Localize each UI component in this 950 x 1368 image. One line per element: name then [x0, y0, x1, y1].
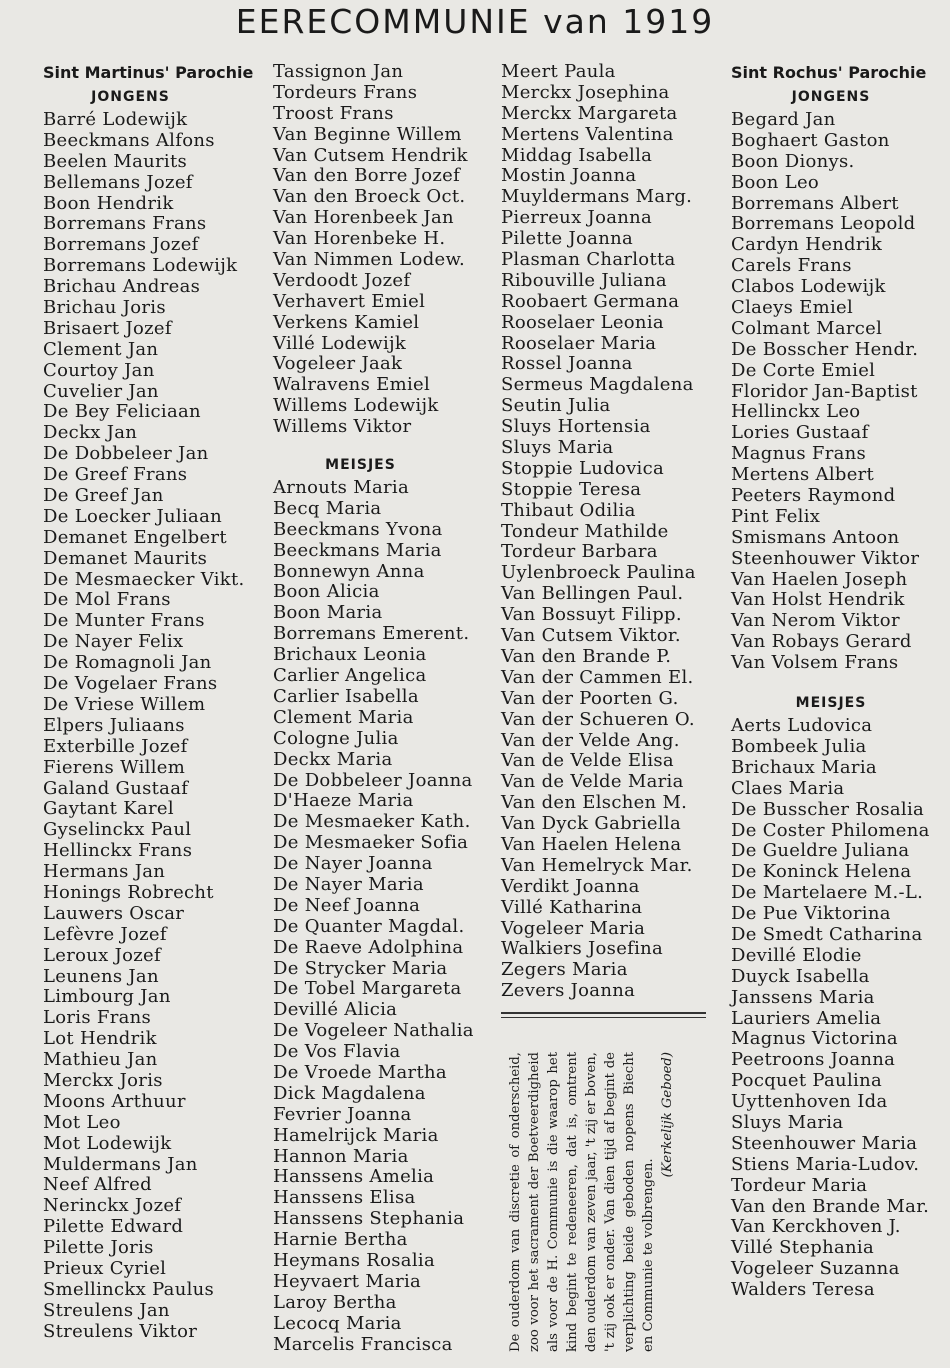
- list-item-girl: De Nayer Maria: [273, 873, 424, 895]
- list-item-boy: De Romagnoli Jan: [43, 652, 212, 674]
- list-item-girl: De Tobel Margareta: [273, 978, 462, 1000]
- parish-heading-rochus: Sint Rochus' Parochie: [731, 63, 927, 82]
- list-item-girl: Brichaux Maria: [731, 756, 877, 778]
- list-item-girl: Van den Elschen M.: [501, 792, 688, 814]
- list-item-boy: Hermans Jan: [43, 861, 166, 883]
- list-item-boy: De Bey Feliciaan: [43, 401, 201, 423]
- list-item-girl: De Busscher Rosalia: [731, 798, 925, 820]
- list-item-boy: De Loecker Juliaan: [43, 505, 222, 527]
- list-item-boy: Peeters Raymond: [731, 485, 896, 507]
- list-item-girl: Van de Velde Elisa: [501, 750, 674, 772]
- list-item-boy: Verdoodt Jozef: [273, 269, 411, 291]
- list-item-girl: Lauriers Amelia: [731, 1007, 882, 1029]
- boys-list-martinus-part2: [273, 62, 495, 438]
- list-item-girl: Rooselaer Leonia: [501, 311, 664, 333]
- list-item-girl: Rossel Joanna: [501, 353, 633, 375]
- list-item-girl: De Martelaere M.-L.: [731, 882, 924, 904]
- list-item-boy: De Corte Emiel: [731, 359, 876, 381]
- list-item-girl: Pierreux Joanna: [501, 207, 653, 229]
- list-item-boy: Boon Leo: [731, 171, 820, 193]
- list-item-boy: Cardyn Hendrik: [731, 234, 883, 256]
- list-item-girl: Roobaert Germana: [501, 290, 680, 312]
- list-item-girl: Van der Poorten G.: [501, 687, 679, 709]
- list-item-boy: Van den Broeck Oct.: [273, 186, 466, 208]
- girls-list-rochus: [731, 716, 946, 1301]
- list-item-girl: De Quanter Magdal.: [273, 915, 465, 937]
- list-item-boy: Demanet Engelbert: [43, 526, 227, 548]
- list-item-boy: Gyselinckx Paul: [43, 819, 192, 841]
- list-item-girl: Tordeur Barbara: [501, 541, 658, 563]
- list-item-girl: Becq Maria: [273, 497, 382, 519]
- list-item-girl: De Smedt Catharina: [731, 923, 923, 945]
- list-item-boy: De Dobbeleer Jan: [43, 443, 209, 465]
- discretion-note-source: (Kerkelijk Geboed): [660, 1052, 675, 1178]
- list-item-boy: Smismans Antoon: [731, 526, 900, 548]
- list-item-girl: Aerts Ludovica: [731, 715, 873, 737]
- girls-list-martinus-part1: [273, 478, 495, 1355]
- list-item-boy: Carels Frans: [731, 255, 852, 277]
- list-item-boy: Steenhouwer Viktor: [731, 547, 920, 569]
- list-item-boy: Gaytant Karel: [43, 798, 174, 820]
- list-item-girl: De Vogeleer Nathalia: [273, 1020, 474, 1042]
- list-item-girl: De Vroede Martha: [273, 1061, 447, 1083]
- girls-list-martinus-part2: [501, 62, 716, 1002]
- list-item-boy: Leunens Jan: [43, 965, 159, 987]
- list-item-boy: Merckx Joris: [43, 1069, 163, 1091]
- column-3: [501, 62, 716, 1018]
- list-item-girl: Thibaut Odilia: [501, 499, 636, 521]
- list-item-girl: Sluys Maria: [501, 437, 614, 459]
- list-item-girl: Arnouts Maria: [273, 477, 409, 499]
- list-item-boy: De Vogelaer Frans: [43, 673, 218, 695]
- list-item-boy: Colmant Marcel: [731, 317, 883, 339]
- list-item-boy: Pilette Edward: [43, 1216, 184, 1238]
- list-item-girl: Deckx Maria: [273, 748, 393, 770]
- boys-list-rochus: [731, 110, 946, 674]
- list-item-boy: Verkens Kamiel: [273, 311, 420, 333]
- list-item-boy: Beeckmans Alfons: [43, 129, 215, 151]
- list-item-boy: Van Horenbeek Jan: [273, 207, 454, 229]
- list-item-girl: Bombeek Julia: [731, 735, 867, 757]
- list-item-boy: Lories Gustaaf: [731, 422, 869, 444]
- list-item-girl: Hannon Maria: [273, 1145, 409, 1167]
- list-item-girl: Devillé Elodie: [731, 944, 862, 966]
- list-item-girl: Plasman Charlotta: [501, 249, 676, 271]
- list-item-boy: Borremans Jozef: [43, 234, 199, 256]
- list-item-girl: Peetroons Joanna: [731, 1049, 896, 1071]
- list-item-girl: Van Hemelryck Mar.: [501, 854, 693, 876]
- list-item-boy: Clement Jan: [43, 338, 159, 360]
- list-item-girl: De Nayer Joanna: [273, 853, 433, 875]
- list-item-boy: De Munter Frans: [43, 610, 205, 632]
- list-item-girl: Van Kerckhoven J.: [731, 1216, 901, 1238]
- list-item-girl: Cologne Julia: [273, 727, 399, 749]
- list-item-boy: Leroux Jozef: [43, 944, 161, 966]
- discretion-note-text: De ouderdom van discretie of onderscheid, zoo voor het sacrament der Boetveerdigheid als voor de H. Communie is die waarop het kind begint te redeneeren, dat is, omtrent den ouderdom van zeven jaar, 't zij er boven, 't zij ook er onder. Van dien tijd af begint de verplichting beide geboden nopens Biecht en Communie te volbrengen.: [508, 1052, 656, 1352]
- list-item-boy: Bellemans Jozef: [43, 171, 193, 193]
- column-4: [731, 62, 946, 1301]
- list-item-boy: Brichau Andreas: [43, 276, 201, 298]
- list-item-boy: Moons Arthuur: [43, 1090, 186, 1112]
- list-item-boy: Willems Viktor: [273, 416, 412, 438]
- list-item-boy: De Bosscher Hendr.: [731, 338, 919, 360]
- section-heading-boys-rochus: JONGENS: [791, 89, 871, 105]
- list-item-boy: Lot Hendrik: [43, 1028, 157, 1050]
- section-heading-boys-martinus: JONGENS: [91, 89, 170, 105]
- list-item-boy: Beelen Maurits: [43, 150, 188, 172]
- list-item-boy: Nerinckx Jozef: [43, 1195, 182, 1217]
- list-item-girl: Verdikt Joanna: [501, 875, 640, 897]
- list-item-boy: De Greef Frans: [43, 464, 188, 486]
- list-item-girl: Fevrier Joanna: [273, 1103, 412, 1125]
- list-item-girl: Walders Teresa: [731, 1279, 875, 1301]
- list-item-boy: Barré Lodewijk: [43, 109, 188, 130]
- list-item-girl: Stoppie Ludovica: [501, 457, 665, 479]
- list-item-boy: De Mesmaecker Vikt.: [43, 568, 245, 590]
- list-item-boy: Boghaert Gaston: [731, 129, 890, 151]
- list-item-girl: Pocquet Paulina: [731, 1070, 882, 1092]
- list-item-girl: Van Bellingen Paul.: [501, 583, 684, 605]
- list-item-boy: Van Haelen Joseph: [731, 568, 908, 590]
- divider-rule-thin: [501, 1017, 706, 1018]
- list-item-girl: Van der Velde Ang.: [501, 729, 680, 751]
- list-item-girl: Borremans Emerent.: [273, 623, 470, 645]
- list-item-boy: Brisaert Jozef: [43, 317, 172, 339]
- section-heading-girls-martinus: MEISJES: [325, 457, 396, 474]
- list-item-girl: Meert Paula: [501, 61, 616, 82]
- list-item-boy: De Greef Jan: [43, 485, 164, 507]
- list-item-boy: Verhavert Emiel: [273, 290, 426, 312]
- list-item-girl: Walkiers Josefina: [501, 938, 664, 960]
- list-item-girl: Carlier Isabella: [273, 685, 419, 707]
- list-item-girl: Uylenbroeck Paulina: [501, 562, 696, 584]
- list-item-girl: De Coster Philomena: [731, 819, 930, 841]
- page-title: EERECOMMUNIE van 1919: [235, 2, 715, 41]
- parish-heading-martinus: Sint Martinus' Parochie: [43, 63, 254, 82]
- list-item-boy: Deckx Jan: [43, 422, 138, 444]
- list-item-girl: Van Haelen Helena: [501, 833, 682, 855]
- list-item-girl: Hanssens Elisa: [273, 1187, 416, 1209]
- list-item-boy: Exterbille Jozef: [43, 735, 188, 757]
- list-item-boy: Tordeurs Frans: [273, 81, 418, 103]
- list-item-boy: Streulens Jan: [43, 1299, 170, 1321]
- list-item-boy: Smellinckx Paulus: [43, 1278, 215, 1300]
- list-item-boy: Willems Lodewijk: [273, 395, 439, 417]
- list-item-boy: Borremans Leopold: [731, 213, 916, 235]
- list-item-girl: Tondeur Mathilde: [501, 520, 669, 542]
- list-item-girl: Hanssens Amelia: [273, 1166, 435, 1188]
- divider-rule: [501, 1012, 706, 1014]
- list-item-boy: Vogeleer Jaak: [273, 353, 403, 375]
- list-item-boy: Mot Lodewijk: [43, 1132, 172, 1154]
- boys-list-martinus-part1: [43, 110, 263, 1343]
- list-item-girl: De Neef Joanna: [273, 894, 421, 916]
- list-item-girl: Seutin Julia: [501, 395, 611, 417]
- section-heading-girls-rochus: MEISJES: [795, 695, 867, 712]
- list-item-girl: Van den Brande Mar.: [731, 1195, 930, 1217]
- list-item-boy: Walravens Emiel: [273, 374, 431, 396]
- list-item-boy: Claeys Emiel: [731, 297, 854, 319]
- list-item-boy: Van Nerom Viktor: [731, 610, 900, 632]
- list-item-boy: Neef Alfred: [43, 1174, 152, 1196]
- list-item-boy: Van Beginne Willem: [273, 123, 462, 145]
- list-item-boy: Courtoy Jan: [43, 359, 155, 381]
- list-item-girl: Stiens Maria-Ludov.: [731, 1153, 920, 1175]
- list-item-girl: Steenhouwer Maria: [731, 1132, 918, 1154]
- list-item-girl: Duyck Isabella: [731, 965, 870, 987]
- list-item-boy: Galand Gustaaf: [43, 777, 189, 799]
- list-item-girl: Magnus Victorina: [731, 1028, 898, 1050]
- list-item-girl: De Mesmaeker Kath.: [273, 811, 471, 833]
- list-item-girl: Hanssens Stephania: [273, 1208, 465, 1230]
- list-item-girl: Harnie Bertha: [273, 1229, 408, 1251]
- list-item-boy: Cuvelier Jan: [43, 380, 159, 402]
- list-item-boy: Pilette Joris: [43, 1237, 154, 1259]
- list-item-girl: Vogeleer Suzanna: [731, 1258, 900, 1280]
- list-item-boy: Troost Frans: [273, 102, 394, 124]
- list-item-boy: Mot Leo: [43, 1111, 121, 1133]
- list-item-girl: Laroy Bertha: [273, 1291, 397, 1313]
- list-item-girl: Hamelrijck Maria: [273, 1124, 439, 1146]
- list-item-girl: Tordeur Maria: [731, 1174, 868, 1196]
- list-item-girl: Mostin Joanna: [501, 165, 637, 187]
- list-item-girl: Marcelis Francisca: [273, 1333, 453, 1355]
- list-item-girl: Uyttenhoven Ida: [731, 1091, 888, 1113]
- list-item-boy: Van Robays Gerard: [731, 631, 912, 653]
- list-item-boy: Prieux Cyriel: [43, 1257, 167, 1279]
- list-item-boy: Loris Frans: [43, 1007, 152, 1029]
- list-item-boy: Van Horenbeke H.: [273, 228, 446, 250]
- list-item-girl: Mertens Valentina: [501, 123, 674, 145]
- list-item-girl: Van de Velde Maria: [501, 771, 684, 793]
- list-item-girl: Beeckmans Maria: [273, 539, 442, 561]
- list-item-girl: Stoppie Teresa: [501, 478, 642, 500]
- list-item-girl: Dick Magdalena: [273, 1082, 426, 1104]
- list-item-boy: Van Cutsem Hendrik: [273, 144, 468, 166]
- list-item-girl: Sluys Hortensia: [501, 416, 651, 438]
- list-item-girl: Villé Stephania: [731, 1237, 874, 1259]
- list-item-boy: Clabos Lodewijk: [731, 276, 886, 298]
- list-item-girl: Van den Brande P.: [501, 645, 672, 667]
- list-item-girl: Beeckmans Yvona: [273, 518, 443, 540]
- list-item-boy: Tassignon Jan: [273, 61, 404, 82]
- list-item-girl: Van Cutsem Viktor.: [501, 625, 681, 647]
- list-item-boy: Elpers Juliaans: [43, 714, 185, 736]
- list-item-girl: Brichaux Leonia: [273, 644, 427, 666]
- list-item-boy: Begard Jan: [731, 109, 836, 130]
- list-item-boy: Magnus Frans: [731, 443, 867, 465]
- list-item-boy: Hellinckx Leo: [731, 401, 861, 423]
- list-item-girl: Sermeus Magdalena: [501, 374, 694, 396]
- list-item-boy: Fierens Willem: [43, 756, 186, 778]
- list-item-girl: Boon Alicia: [273, 581, 380, 603]
- list-item-girl: Merckx Margareta: [501, 102, 678, 124]
- list-item-girl: Boon Maria: [273, 602, 383, 624]
- list-item-girl: De Strycker Maria: [273, 957, 448, 979]
- list-item-boy: Boon Dionys.: [731, 150, 855, 172]
- column-2: [273, 62, 495, 1355]
- list-item-boy: De Mol Frans: [43, 589, 171, 611]
- list-item-boy: Mertens Albert: [731, 464, 875, 486]
- list-item-boy: Lefèvre Jozef: [43, 923, 167, 945]
- list-item-girl: Clement Maria: [273, 706, 414, 728]
- list-item-boy: Van den Borre Jozef: [273, 165, 461, 187]
- list-item-boy: De Vriese Willem: [43, 693, 206, 715]
- list-item-girl: Sluys Maria: [731, 1111, 844, 1133]
- list-item-boy: Muldermans Jan: [43, 1153, 198, 1175]
- list-item-boy: Lauwers Oscar: [43, 902, 185, 924]
- list-item-boy: Villé Lodewijk: [273, 332, 407, 354]
- list-item-girl: Carlier Angelica: [273, 665, 427, 687]
- list-item-girl: Van der Cammen El.: [501, 666, 694, 688]
- list-item-girl: Ribouville Juliana: [501, 269, 667, 291]
- list-item-girl: Janssens Maria: [731, 986, 875, 1008]
- list-item-boy: Borremans Lodewijk: [43, 255, 238, 277]
- list-item-boy: Hellinckx Frans: [43, 840, 193, 862]
- list-item-girl: De Raeve Adolphina: [273, 936, 464, 958]
- discretion-note-rotated: [506, 1052, 706, 1352]
- list-item-girl: De Pue Viktorina: [731, 903, 891, 925]
- list-item-girl: De Vos Flavia: [273, 1041, 401, 1063]
- list-item-boy: De Nayer Felix: [43, 631, 184, 653]
- list-item-boy: Pint Felix: [731, 505, 821, 527]
- list-item-boy: Van Holst Hendrik: [731, 589, 905, 611]
- discretion-note: [506, 1052, 706, 1352]
- list-item-boy: Borremans Albert: [731, 192, 899, 214]
- list-item-boy: Floridor Jan-Baptist: [731, 380, 918, 402]
- list-item-girl: Villé Katharina: [501, 896, 643, 918]
- list-item-girl: Bonnewyn Anna: [273, 560, 425, 582]
- list-item-girl: Pilette Joanna: [501, 228, 634, 250]
- list-item-girl: Rooselaer Maria: [501, 332, 657, 354]
- column-1: [43, 62, 263, 1343]
- list-item-girl: De Mesmaeker Sofia: [273, 832, 469, 854]
- list-item-boy: Van Nimmen Lodew.: [273, 249, 466, 271]
- list-item-girl: De Dobbeleer Joanna: [273, 769, 473, 791]
- list-item-boy: Streulens Viktor: [43, 1320, 198, 1342]
- list-item-girl: Lecocq Maria: [273, 1312, 402, 1334]
- list-item-girl: Merckx Josephina: [501, 81, 670, 103]
- list-item-girl: Zevers Joanna: [501, 980, 636, 1002]
- list-item-girl: De Koninck Helena: [731, 861, 912, 883]
- list-item-girl: Claes Maria: [731, 777, 845, 799]
- list-item-girl: Van Dyck Gabriella: [501, 813, 681, 835]
- list-item-girl: D'Haeze Maria: [273, 790, 414, 812]
- list-item-boy: Van Volsem Frans: [731, 652, 899, 674]
- list-item-girl: Heymans Rosalia: [273, 1249, 435, 1271]
- list-item-girl: Van Bossuyt Filipp.: [501, 604, 682, 626]
- list-item-boy: Demanet Maurits: [43, 547, 208, 569]
- list-item-girl: Devillé Alicia: [273, 999, 398, 1021]
- list-item-boy: Limbourg Jan: [43, 986, 171, 1008]
- list-item-girl: Zegers Maria: [501, 959, 628, 981]
- list-item-boy: Honings Robrecht: [43, 881, 214, 903]
- list-item-boy: Mathieu Jan: [43, 1049, 158, 1071]
- list-item-boy: Boon Hendrik: [43, 192, 174, 214]
- list-item-girl: Muyldermans Marg.: [501, 186, 693, 208]
- list-item-girl: De Gueldre Juliana: [731, 840, 910, 862]
- list-item-girl: Heyvaert Maria: [273, 1270, 422, 1292]
- list-item-boy: Borremans Frans: [43, 213, 207, 235]
- list-item-boy: Brichau Joris: [43, 297, 166, 319]
- list-item-girl: Van der Schueren O.: [501, 708, 695, 730]
- list-item-girl: Middag Isabella: [501, 144, 653, 166]
- list-item-girl: Vogeleer Maria: [501, 917, 646, 939]
